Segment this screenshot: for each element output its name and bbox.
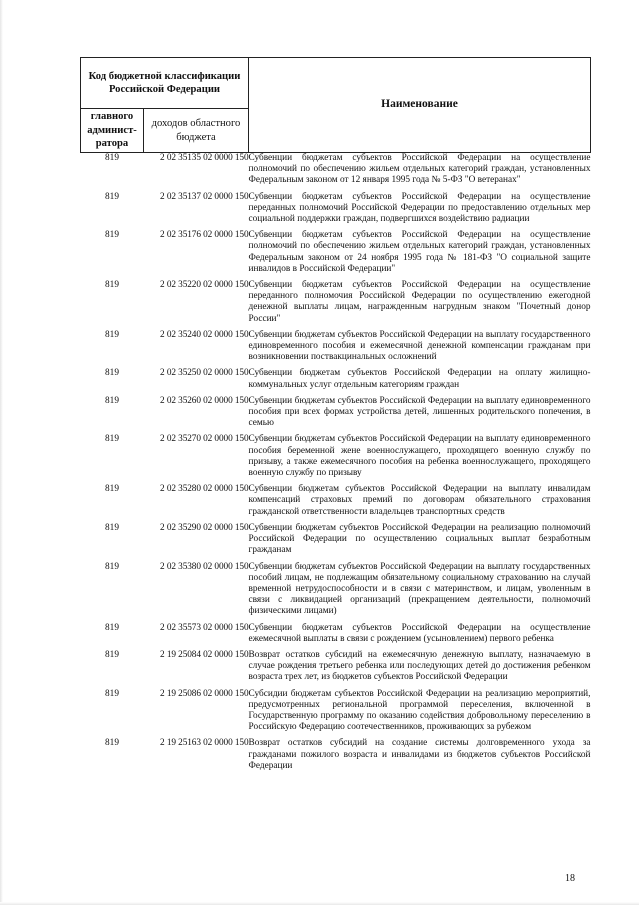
admin-code-cell: 819 bbox=[105, 738, 119, 749]
admin-code-cell: 819 bbox=[105, 395, 119, 406]
income-code-cell: 2 02 35260 02 0000 150 bbox=[160, 395, 249, 406]
table-row bbox=[81, 650, 591, 689]
name-cell: Субвенции бюджетам субъектов Российской Федерации на выплату единовременного пособия при всех формах устройства детей, лишенных родительского попечения, в семью bbox=[248, 395, 591, 429]
name-cell: Субвенции бюджетам субъектов Российской Федерации на осуществление полномочий по обеспечению жильем отдельных категорий граждан, установленных Федеральным законом от 24 ноября 1995 года № 181-ФЗ "О социальной защите инвалидов в Российской Федерации" bbox=[248, 230, 591, 274]
income-code-cell: 2 02 35240 02 0000 150 bbox=[160, 329, 249, 340]
income-code-cell: 2 02 35573 02 0000 150 bbox=[160, 622, 249, 633]
name-cell: Субвенции бюджетам субъектов Российской Федерации на оплату жилищно-коммунальных услуг отдельным категориям граждан bbox=[248, 368, 591, 390]
admin-code-cell: 819 bbox=[105, 688, 119, 699]
name-cell: Субвенции бюджетам субъектов Российской Федерации на осуществление переданного полномочия Российской Федерации по осуществлению ежегодной денежной выплаты лицам, награжденным нагрудным знаком "Почетный донор России" bbox=[248, 280, 591, 324]
table-row bbox=[81, 153, 591, 192]
income-code-cell: 2 02 35290 02 0000 150 bbox=[160, 522, 249, 533]
name-cell: Субвенции бюджетам субъектов Российской Федерации на осуществление ежемесячной выплаты в связи с рождением (усыновлением) первого ребенка bbox=[248, 622, 591, 644]
table-row bbox=[81, 192, 591, 231]
income-code-cell: 2 02 35250 02 0000 150 bbox=[160, 368, 249, 379]
admin-code-cell: 819 bbox=[105, 153, 119, 163]
table-row bbox=[81, 623, 591, 650]
table-row bbox=[81, 689, 591, 739]
header-budget-code-group: Код бюджетной классификации Российской Федерации bbox=[81, 58, 249, 109]
name-cell: Субвенции бюджетам субъектов Российской Федерации на осуществление полномочий по обеспечению жильем отдельных категорий граждан, установленных Федеральным законом от 12 января 1995 года № 5-ФЗ "О ветеранах" bbox=[248, 153, 591, 186]
income-code-cell: 2 02 35280 02 0000 150 bbox=[160, 484, 249, 495]
table-row bbox=[81, 562, 591, 623]
income-code-cell: 2 19 25084 02 0000 150 bbox=[160, 649, 249, 660]
admin-code-cell: 819 bbox=[105, 191, 119, 202]
header-admin-column: главного админист-ратора bbox=[81, 109, 144, 153]
name-cell: Субвенции бюджетам субъектов Российской Федерации на выплату инвалидам компенсаций страховых премий по договорам обязательного страхования гражданской ответственности владельцев транспортных средств bbox=[248, 484, 591, 517]
name-cell: Возврат остатков субсидий на создание системы долговременного ухода за гражданами пожилого возраста и инвалидами из бюджетов субъектов Российской Федерации bbox=[248, 738, 591, 771]
name-cell: Субвенции бюджетам субъектов Российской Федерации на осуществление переданных полномочий Российской Федерации по предоставлению отдельных мер социальной поддержки граждан, подвергшихся воздействию радиации bbox=[248, 191, 591, 225]
income-code-cell: 2 02 35135 02 0000 150 bbox=[160, 153, 249, 163]
table-row bbox=[81, 368, 591, 395]
income-code-cell: 2 02 35380 02 0000 150 bbox=[160, 561, 249, 572]
admin-code-cell: 819 bbox=[105, 522, 119, 533]
admin-code-cell: 819 bbox=[105, 434, 119, 445]
income-code-cell: 2 19 25163 02 0000 150 bbox=[160, 738, 249, 749]
page-number: 18 bbox=[565, 873, 575, 884]
table-row bbox=[81, 230, 591, 280]
admin-code-cell: 819 bbox=[105, 280, 119, 291]
name-cell: Субсидии бюджетам субъектов Российской Федерации на реализацию мероприятий, предусмотренных региональной программой переселения, включенной в Государственную программу по оказанию содействия добровольному переселению в Российскую Федерацию соотечественников, проживающих за рубежом bbox=[248, 688, 591, 733]
name-cell: Субвенции бюджетам субъектов Российской Федерации на выплату государственного единовременного пособия и ежемесячной денежной компенсации гражданам при возникновении поствакцинальных осложнений bbox=[248, 329, 591, 363]
table-row bbox=[81, 484, 591, 523]
admin-code-cell: 819 bbox=[105, 622, 119, 633]
table-body bbox=[81, 153, 591, 777]
admin-code-cell: 819 bbox=[105, 649, 119, 660]
admin-code-cell: 819 bbox=[105, 368, 119, 379]
budget-classification-table bbox=[80, 57, 591, 777]
admin-code-cell: 819 bbox=[105, 561, 119, 572]
income-code-cell: 2 02 35137 02 0000 150 bbox=[160, 191, 249, 202]
scan-left-edge bbox=[0, 0, 3, 905]
name-cell: Субвенции бюджетам субъектов Российской Федерации на реализацию полномочий Российской Федерации по осуществлению социальных выплат безработным гражданам bbox=[248, 522, 591, 556]
table-row bbox=[81, 396, 591, 435]
table-row bbox=[81, 738, 591, 777]
admin-code-cell: 819 bbox=[105, 329, 119, 340]
table-row bbox=[81, 523, 591, 562]
table-row bbox=[81, 330, 591, 369]
table-row bbox=[81, 280, 591, 330]
income-code-cell: 2 02 35220 02 0000 150 bbox=[160, 280, 249, 291]
income-code-cell: 2 02 35176 02 0000 150 bbox=[160, 230, 249, 241]
name-cell: Субвенции бюджетам субъектов Российской Федерации на выплату единовременного пособия беременной жене военнослужащего, проходящего военную службу по призыву, а также ежемесячного пособия на ребенка военнослужащего, проходящего военную службу по призыву bbox=[248, 434, 591, 479]
income-code-cell: 2 02 35270 02 0000 150 bbox=[160, 434, 249, 445]
name-cell: Субвенции бюджетам субъектов Российской Федерации на выплату государственных пособий лицам, не подлежащим обязательному социальному страхованию на случай временной нетрудоспособности и в связи с материнством, и лицам, уволенным в связи с ликвидацией организаций (прекращением деятельности, полномочий физическими лицами) bbox=[248, 561, 591, 617]
name-cell: Возврат остатков субсидий на ежемесячную денежную выплату, назначаемую в случае рождения третьего ребенка или последующих детей до достижения ребенком возраста трех лет, из бюджетов субъектов Российской Федерации bbox=[248, 649, 591, 683]
admin-code-cell: 819 bbox=[105, 230, 119, 241]
table-header bbox=[81, 58, 591, 153]
header-name-column: Наименование bbox=[249, 58, 591, 153]
header-income-code-column: доходов областного бюджета bbox=[144, 109, 249, 153]
income-code-cell: 2 19 25086 02 0000 150 bbox=[160, 688, 249, 699]
table-row bbox=[81, 434, 591, 484]
admin-code-cell: 819 bbox=[105, 484, 119, 495]
